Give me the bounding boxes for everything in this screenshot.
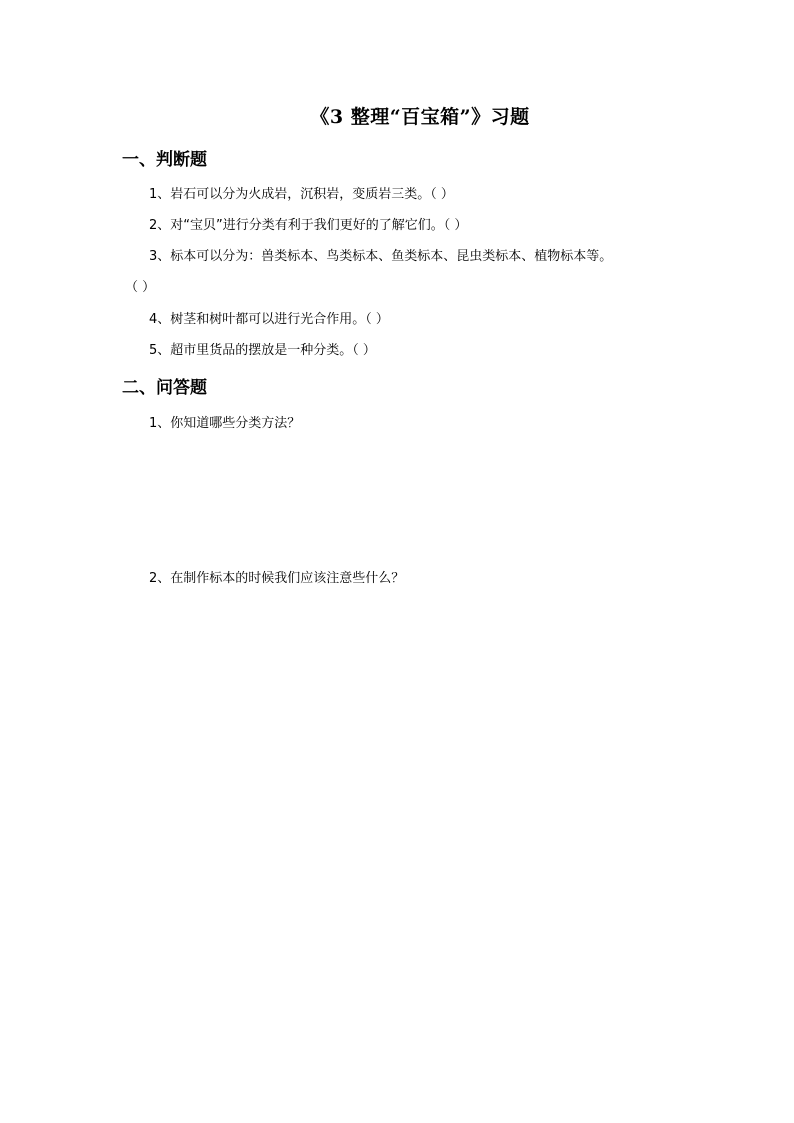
question-item: 1、你知道哪些分类方法？ bbox=[149, 416, 301, 431]
section-heading-true-false: 一、判断题 bbox=[122, 150, 207, 170]
question-item: 4、树茎和树叶都可以进行光合作用。（ ） bbox=[149, 312, 389, 327]
section-heading-short-answer: 二、问答题 bbox=[122, 378, 207, 398]
page-title: 《3 整理“百宝箱”》习题 bbox=[310, 106, 530, 128]
question-item: 2、在制作标本的时候我们应该注意些什么？ bbox=[149, 571, 405, 586]
question-item: 5、超市里货品的摆放是一种分类。（ ） bbox=[149, 343, 376, 358]
question-item: 3、标本可以分为：兽类标本、鸟类标本、鱼类标本、昆虫类标本、植物标本等。 bbox=[149, 249, 613, 264]
question-item: 1、岩石可以分为火成岩，沉积岩，变质岩三类。（ ） bbox=[149, 187, 454, 202]
question-item: 2、对“宝贝”进行分类有利于我们更好的了解它们。（ ） bbox=[149, 218, 468, 233]
question-item-continuation: （ ） bbox=[125, 280, 156, 295]
